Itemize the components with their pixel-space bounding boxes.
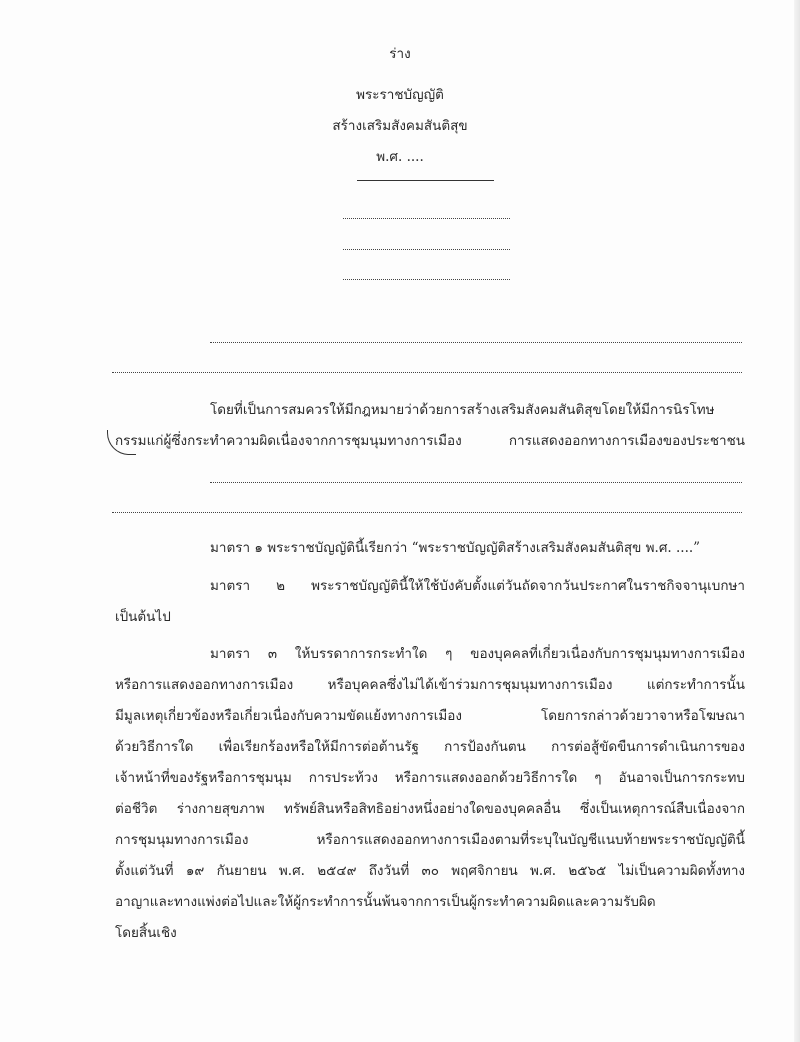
section-3-line-8: ตั้งแต่วันที่ ๑๙ กันยายน พ.ศ. ๒๕๔๙ ถึงวันที่ ๓๐ พฤศจิกายน พ.ศ. ๒๕๖๕ ไม่เป็นความผิดทั้งทาง — [115, 863, 745, 879]
section-3-line-9: อาญาและทางแพ่งต่อไปและให้ผู้กระทำการนั้นพ้นจากการเป็นผู้กระทำความผิดและความรับผิด — [115, 894, 656, 910]
blank-line-1 — [343, 218, 510, 219]
section-2-line-2: เป็นต้นไป — [115, 609, 171, 625]
section-3-line-4: ด้วยวิธีการใด เพื่อเรียกร้องหรือให้มีการต่อต้านรัฐ การป้องกันตน การต่อสู้ขัดขืนการดำเนินการของ — [115, 739, 745, 755]
section-3-line-2: หรือการแสดงออกทางการเมือง หรือบุคคลซึ่งไม่ได้เข้าร่วมการชุมนุมทางการเมือง แต่กระทำการนั้น — [115, 677, 745, 693]
section-3-line-1: มาตรา ๓ ให้บรรดาการกระทำใด ๆ ของบุคคลที่เกี่ยวเนื่องกับการชุมนุมทางการเมือง — [210, 646, 745, 662]
blank-line-6 — [210, 482, 742, 483]
section-3-line-10: โดยสิ้นเชิง — [115, 925, 177, 941]
section-3-line-3: มีมูลเหตุเกี่ยวข้องหรือเกี่ยวเนื่องกับความขัดแย้งทางการเมือง โดยการกล่าวด้วยวาจาหรือโฆษณา — [115, 708, 745, 724]
draft-label: ร่าง — [389, 46, 411, 62]
section-3-line-7: การชุมนุมทางการเมือง หรือการแสดงออกทางการเมืองตามที่ระบุในบัญชีแนบท้ายพระราชบัญญัตินี้ — [115, 832, 745, 848]
act-year: พ.ศ. .... — [376, 149, 424, 165]
blank-line-2 — [343, 249, 510, 250]
preamble-line-2: กรรมแก่ผู้ซึ่งกระทำความผิดเนื่องจากการชุมนุมทางการเมือง การแสดงออกทางการเมืองของประชาชน — [115, 433, 745, 449]
title-underline — [357, 180, 494, 181]
section-3-line-5: เจ้าหน้าที่ของรัฐหรือการชุมนุม การประท้วง หรือการแสดงออกด้วยวิธีการใด ๆ อันอาจเป็นการกระทบ — [115, 770, 745, 786]
blank-line-5 — [112, 372, 742, 373]
act-heading: พระราชบัญญัติ — [356, 87, 444, 103]
act-name: สร้างเสริมสังคมสันติสุข — [332, 118, 468, 134]
blank-line-7 — [112, 512, 742, 513]
section-3-line-6: ต่อชีวิต ร่างกายสุขภาพ ทรัพย์สินหรือสิทธิอย่างหนึ่งอย่างใดของบุคคลอื่น ซึ่งเป็นเหตุการณ์สืบเนื่องจาก — [115, 801, 745, 817]
preamble-line-1: โดยที่เป็นการสมควรให้มีกฎหมายว่าด้วยการสร้างเสริมสังคมสันติสุขโดยให้มีการนิรโทษ — [210, 402, 715, 418]
blank-line-3 — [343, 279, 510, 280]
section-2-line-1: มาตรา ๒ พระราชบัญญัตินี้ให้ใช้บังคับตั้งแต่วันถัดจากวันประกาศในราชกิจจานุเบกษา — [210, 578, 745, 594]
blank-line-4 — [210, 342, 742, 343]
handwritten-mark — [107, 430, 136, 455]
section-1: มาตรา ๑ พระราชบัญญัตินี้เรียกว่า “พระราชบัญญัติสร้างเสริมสังคมสันติสุข พ.ศ. ....” — [210, 540, 701, 556]
